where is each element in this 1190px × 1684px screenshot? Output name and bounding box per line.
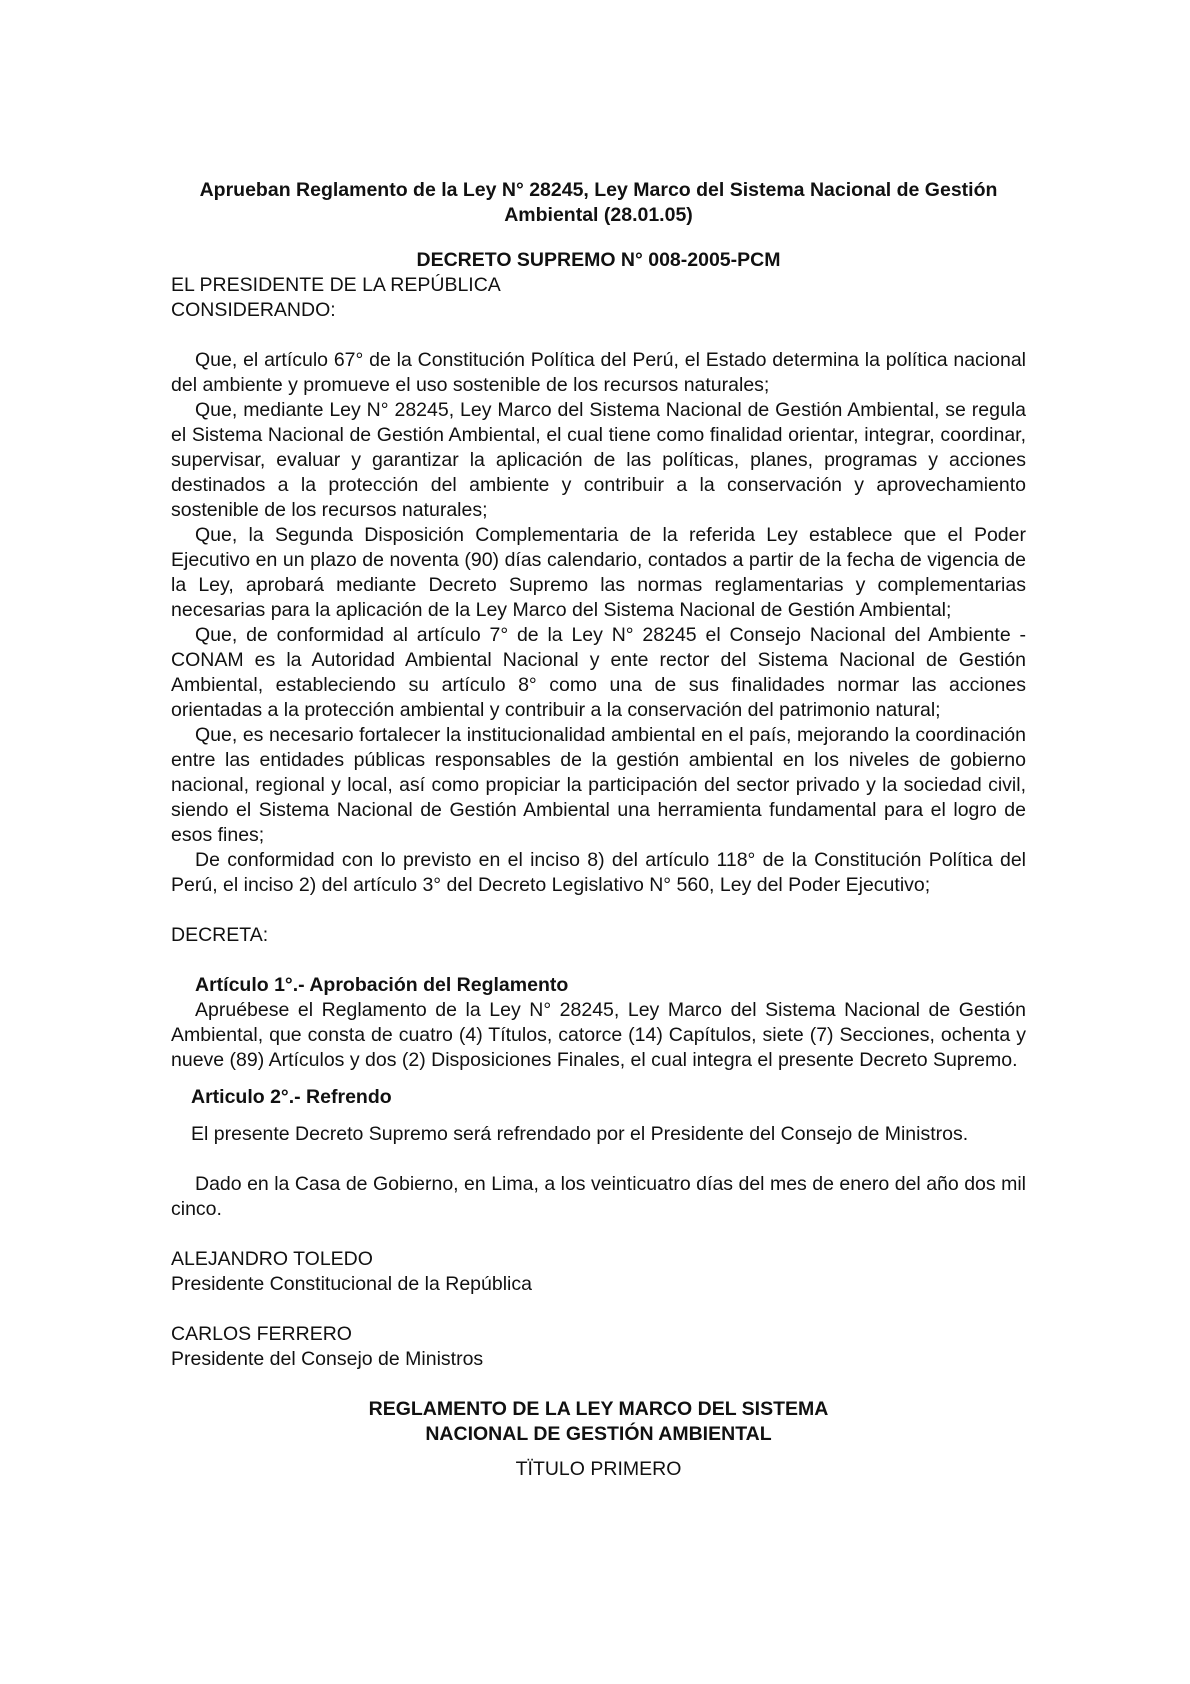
article-2-body: El presente Decreto Supremo será refrendado por el Presidente del Consejo de Ministros. (191, 1123, 969, 1145)
considering-heading: CONSIDERANDO: (171, 299, 336, 321)
regulation-title: REGLAMENTO DE LA LEY MARCO DEL SISTEMA (368, 1398, 829, 1420)
decreta-heading: DECRETA: (171, 924, 269, 946)
document-page (171, 178, 1026, 1482)
signature-role: Presidente del Consejo de Ministros (171, 1348, 484, 1370)
article-2-heading: Articulo 2°.- Refrendo (191, 1086, 392, 1108)
spacer (171, 948, 1026, 973)
signature-role: Presidente Constitucional de la República (171, 1273, 532, 1295)
article-1-heading: Artículo 1°.- Aprobación del Reglamento (195, 974, 569, 996)
spacer (171, 898, 1026, 923)
president-heading: EL PRESIDENTE DE LA REPÚBLICA (171, 274, 501, 296)
spacer (171, 1297, 1026, 1322)
signature-name: ALEJANDRO TOLEDO (171, 1248, 373, 1270)
considerando-paragraph: Que, mediante Ley N° 28245, Ley Marco del Sistema Nacional de Gestión Ambiental, se regula el Sistema Nacional de Gestión Ambiental, el cual tiene como finalidad orientar, integrar, coordinar, supervisar, evaluar y garantizar la aplicación de las políticas, planes, programas y acciones destinados a la protección del ambiente y contribuir a la conservación y aprovechamiento sostenible de los recursos naturales; (171, 399, 1026, 521)
considerando-paragraph: Que, la Segunda Disposición Complementaria de la referida Ley establece que el Poder Ejecutivo en un plazo de noventa (90) días calendario, contados a partir de la fecha de vigencia de la Ley, aprobará mediante Decreto Supremo las normas reglamentarias y complementarias necesarias para la aplicación de la Ley Marco del Sistema Nacional de Gestión Ambiental; (171, 524, 1026, 621)
spacer (171, 323, 1026, 348)
considerando-paragraph: Que, de conformidad al artículo 7° de la Ley N° 28245 el Consejo Nacional del Ambiente - CONAM es la Autoridad Ambiental Nacional y ente rector del Sistema Nacional de Gestión Ambiental, estableciendo su artículo 8° como una de sus finalidades normar las acciones orientadas a la protección ambiental y contribuir a la conservación del patrimonio natural; (171, 624, 1026, 721)
article-1-body: Apruébese el Reglamento de la Ley N° 28245, Ley Marco del Sistema Nacional de Gestión Ambiental, que consta de cuatro (4) Títulos, catorce (14) Capítulos, siete (7) Secciones, ochenta y nueve (89) Artículos y dos (2) Disposiciones Finales, el cual integra el presente Decreto Supremo. (171, 999, 1026, 1071)
titulo-heading: TÏTULO PRIMERO (515, 1458, 682, 1480)
considerando-paragraph: Que, el artículo 67° de la Constitución Política del Perú, el Estado determina la política nacional del ambiente y promueve el uso sostenible de los recursos naturales; (171, 349, 1026, 396)
decree-number: DECRETO SUPREMO N° 008-2005-PCM (416, 249, 781, 271)
document-title: Aprueban Reglamento de la Ley N° 28245, Ley Marco del Sistema Nacional de Gestión Ambiental (28.01.05) (199, 179, 998, 226)
considerando-paragraph: De conformidad con lo previsto en el inciso 8) del artículo 118° de la Constitución Política del Perú, el inciso 2) del artículo 3° del Decreto Legislativo N° 560, Ley del Poder Ejecutivo; (171, 849, 1026, 896)
spacer (171, 1147, 1026, 1172)
spacer (171, 1372, 1026, 1397)
spacer (171, 1222, 1026, 1247)
considerando-paragraph: Que, es necesario fortalecer la institucionalidad ambiental en el país, mejorando la coordinación entre las entidades públicas responsables de la gestión ambiental en los niveles de gobierno nacional, regional y local, así como propiciar la participación del sector privado y la sociedad civil, siendo el Sistema Nacional de Gestión Ambiental una herramienta fundamental para el logro de esos fines; (171, 724, 1026, 846)
given-statement: Dado en la Casa de Gobierno, en Lima, a los veinticuatro días del mes de enero del año dos mil cinco. (171, 1173, 1026, 1220)
regulation-title: NACIONAL DE GESTIÓN AMBIENTAL (425, 1423, 772, 1445)
signature-name: CARLOS FERRERO (171, 1323, 352, 1345)
